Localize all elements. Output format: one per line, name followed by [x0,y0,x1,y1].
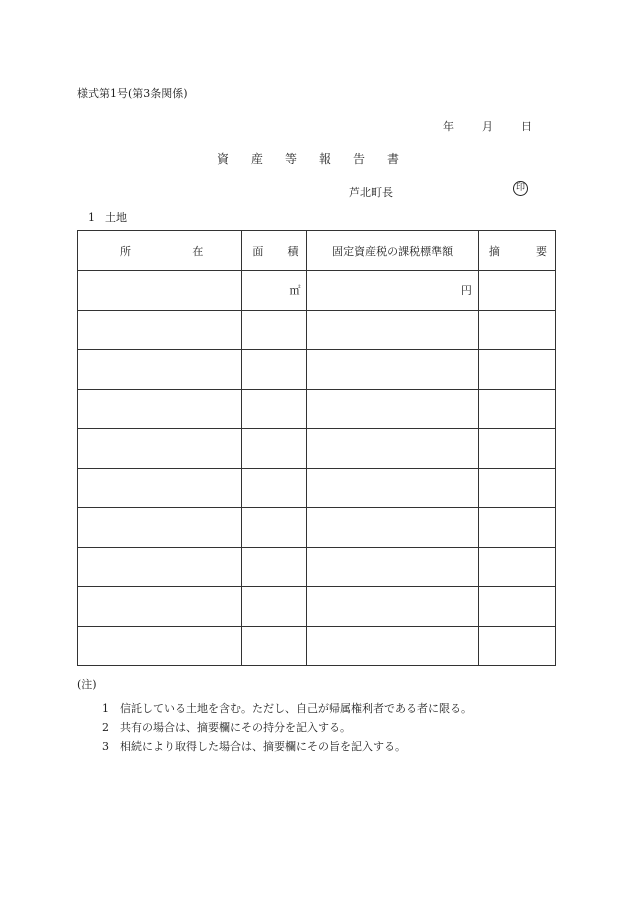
header-remarks [478,231,555,271]
table-row [78,350,556,390]
cell-tax-base[interactable] [307,271,478,311]
section-number: 1 [88,211,95,224]
note-item [102,700,472,716]
cell-remarks[interactable] [478,310,555,350]
table-row [78,310,556,350]
date-line [443,118,532,134]
unit-yen: 円 [460,284,472,298]
header-tax-base: 固定資産税の課税標準額 [307,231,478,271]
cell-tax-base[interactable] [307,547,478,587]
header-area-left: 面 [252,244,264,258]
header-remarks-right: 要 [536,244,547,258]
header-location-left: 所 [120,244,131,258]
note-item [102,719,351,735]
cell-tax-base[interactable] [307,587,478,627]
cell-tax-base[interactable] [307,429,478,469]
header-area [242,231,307,271]
table-row [78,389,556,429]
cell-area[interactable] [242,350,307,390]
seal-mark: 印 [513,181,528,196]
header-location-right: 在 [192,244,204,258]
table-header-row [78,231,556,271]
cell-tax-base[interactable] [307,626,478,666]
cell-area[interactable] [242,310,307,350]
cell-remarks[interactable] [478,508,555,548]
cell-location[interactable] [78,587,242,627]
table-row [78,626,556,666]
table-row [78,271,556,311]
cell-location[interactable] [78,508,242,548]
cell-area[interactable] [242,587,307,627]
section-label: 土地 [105,211,127,224]
date-month: 月 [482,120,493,133]
note-text: 共有の場合は、摘要欄にその持分を記入する。 [120,721,351,734]
table-row [78,547,556,587]
table-row [78,587,556,627]
cell-tax-base[interactable] [307,350,478,390]
cell-location[interactable] [78,547,242,587]
cell-area[interactable] [242,508,307,548]
cell-tax-base[interactable] [307,389,478,429]
cell-area[interactable] [242,547,307,587]
cell-remarks[interactable] [478,350,555,390]
header-area-right: 積 [287,244,299,258]
land-table [77,230,556,666]
cell-location[interactable] [78,389,242,429]
cell-remarks[interactable] [478,271,555,311]
note-item [102,738,406,754]
cell-area[interactable] [242,468,307,508]
cell-area[interactable] [242,429,307,469]
cell-remarks[interactable] [478,389,555,429]
cell-location[interactable] [78,468,242,508]
note-number: 3 [102,740,109,753]
cell-remarks[interactable] [478,547,555,587]
note-text: 信託している土地を含む。ただし、自己が帰属権利者である者に限る。 [120,702,472,715]
table-row [78,468,556,508]
note-number: 1 [102,702,109,715]
header-location [78,231,242,271]
addressee: 芦北町長 [349,186,393,199]
cell-area[interactable] [242,626,307,666]
section-heading [88,209,127,225]
note-number: 2 [102,721,109,734]
unit-area: ㎡ [289,284,301,298]
cell-tax-base[interactable] [307,468,478,508]
cell-remarks[interactable] [478,429,555,469]
cell-area[interactable] [242,389,307,429]
date-year: 年 [443,120,454,133]
cell-remarks[interactable] [478,626,555,666]
document-title: 資産等報告書 [217,152,422,166]
cell-area[interactable] [242,271,307,311]
header-remarks-left: 摘 [488,244,500,258]
table-row [78,429,556,469]
note-text: 相続により取得した場合は、摘要欄にその旨を記入する。 [120,740,406,753]
form-number: 様式第1号(第3条関係) [77,87,188,100]
cell-remarks[interactable] [478,587,555,627]
cell-location[interactable] [78,626,242,666]
date-day: 日 [521,120,532,133]
cell-location[interactable] [78,271,242,311]
cell-location[interactable] [78,350,242,390]
table-row [78,508,556,548]
cell-tax-base[interactable] [307,508,478,548]
cell-location[interactable] [78,429,242,469]
notes-heading: (注) [77,678,97,691]
cell-location[interactable] [78,310,242,350]
cell-remarks[interactable] [478,468,555,508]
cell-tax-base[interactable] [307,310,478,350]
